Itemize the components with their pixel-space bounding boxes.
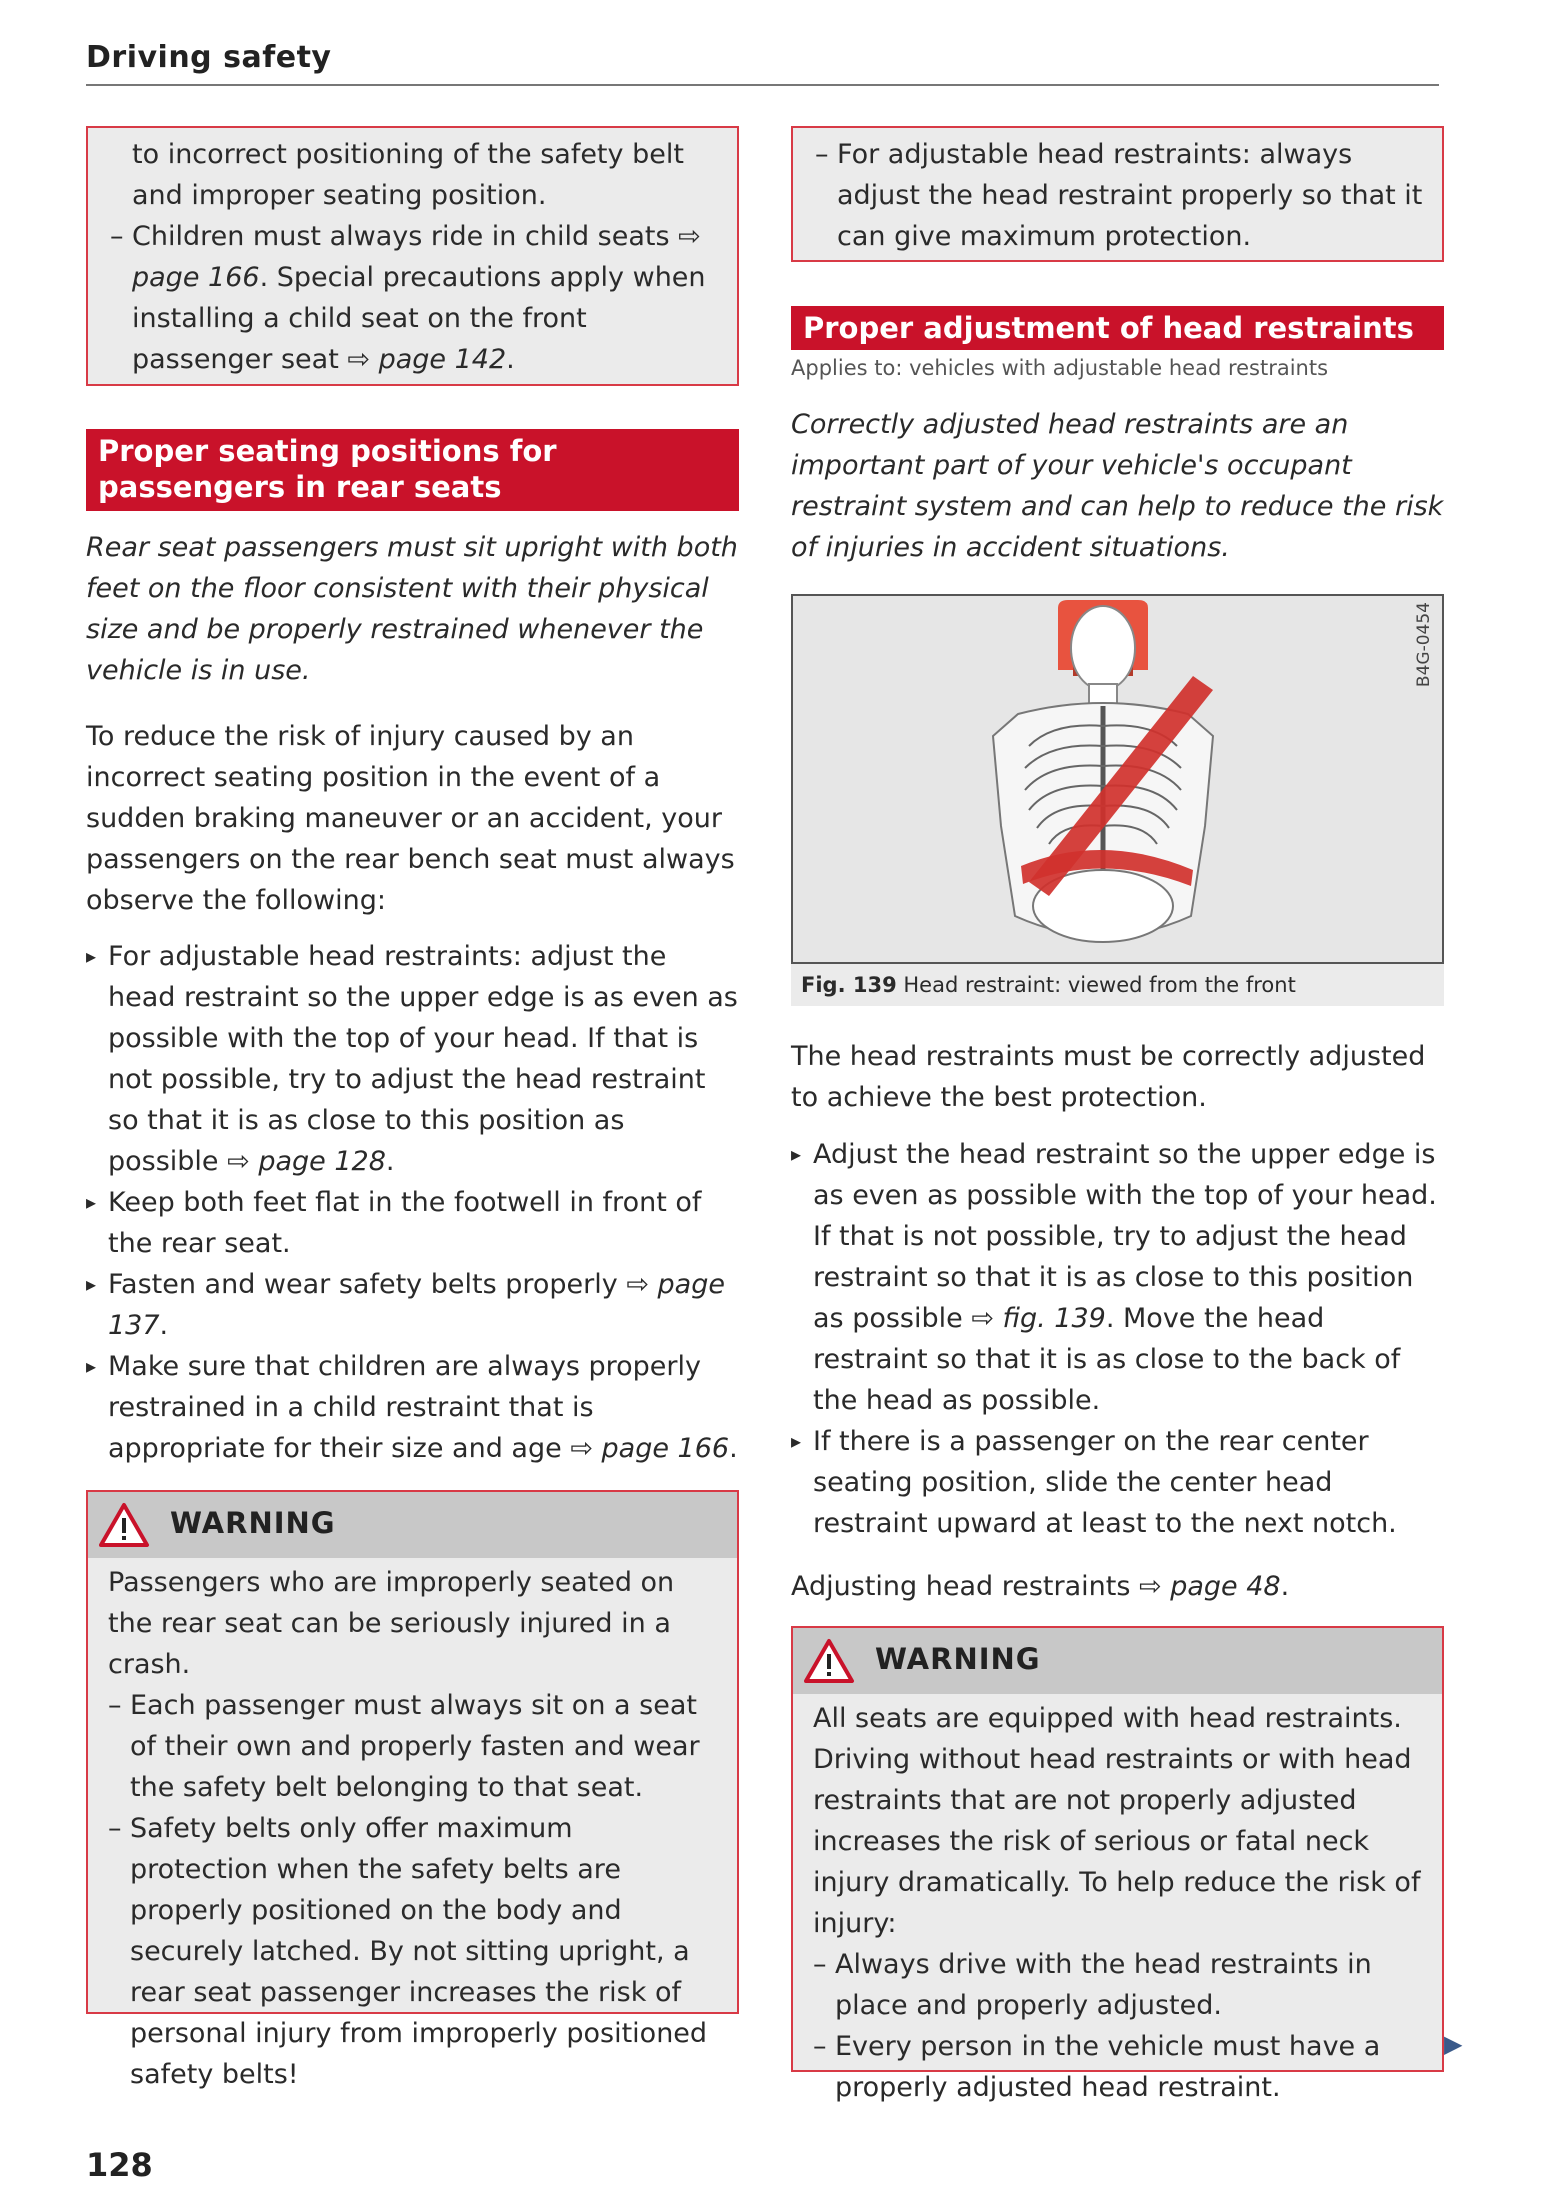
head-restraint-illustration — [793, 596, 1442, 962]
bullet-item — [86, 1182, 739, 1264]
warning-header — [793, 1628, 1442, 1694]
adjusting-text: Adjusting head restraints — [791, 1571, 1131, 1602]
figure-caption-text: Head restraint: viewed from the front — [903, 973, 1296, 997]
bullet-text: Make sure that children are always properly restrained in a child restraint that is appropriate for their size and age — [108, 1351, 701, 1464]
warning-item: – Always drive with the head restraints in place and properly adjusted. — [813, 1944, 1424, 2026]
figure-code: B4G-0454 — [1414, 602, 1434, 688]
warning-body — [793, 1694, 1442, 2118]
item-text: . Special precautions apply when installing a child seat on the front passenger seat — [132, 262, 706, 375]
bullet-text: For adjustable head restraints: adjust the head restraint so the upper edge is as even as possible with the top of your head. If that is not possible, try to adjust the head restraint so that it is as close to this position as possible — [108, 941, 738, 1177]
warning-box-rear-seats — [86, 1490, 739, 2090]
adjusting-reference-line — [791, 1566, 1444, 1607]
section-heading-rear-seats: Proper seating positions for passengers in rear seats — [86, 429, 739, 511]
item-text: . — [506, 344, 515, 375]
bullet-item — [86, 1264, 739, 1346]
page-reference-link[interactable]: ⇨ page 166 — [570, 1433, 730, 1464]
figure-caption — [791, 964, 1444, 1006]
warning-item: – Every person in the vehicle must have a properly adjusted head restraint. — [813, 2026, 1424, 2108]
warning-intro: All seats are equipped with head restraints. Driving without head restraints or with head restraints that are not properly adjusted increases the risk of serious or fatal neck injury dramatically. To help reduce the risk of injury: — [813, 1703, 1421, 1939]
warning-triangle-icon — [98, 1502, 150, 1548]
warning-title: WARNING — [170, 1506, 336, 1540]
warning-body — [88, 1558, 737, 2105]
continued-warning-box — [86, 126, 739, 386]
adjusting-text: . — [1280, 1571, 1290, 1602]
page-reference-link[interactable]: ⇨ page 137 — [108, 1269, 725, 1341]
bullet-item — [791, 1134, 1444, 1421]
bullet-item — [791, 1421, 1444, 1544]
figure-head-restraint — [791, 594, 1444, 964]
section-header-title: Driving safety — [86, 40, 332, 75]
bullet-item — [86, 1346, 739, 1469]
header-divider — [86, 84, 1439, 86]
continue-next-page-icon: ▶ — [1444, 2030, 1463, 2058]
page-reference-link[interactable]: ⇨ page 142 — [347, 344, 507, 375]
warning-header — [88, 1492, 737, 1558]
warning-box-head-restraints — [791, 1626, 1444, 2103]
item-text: Children must always ride in child seats — [132, 221, 670, 252]
page-reference-link[interactable]: ⇨ page 166 — [132, 221, 701, 293]
bullet-text: Adjust the head restraint so the upper edge is as even as possible with the top of your head. If that is not possible, try to adjust the head restraint so that it is as close to this position as possible — [813, 1139, 1437, 1334]
dash-item-head-restraints: – For adjustable head restraints: always adjust the head restraint properly so that it can give maximum protection. — [815, 134, 1428, 257]
applies-to-note: Applies to: vehicles with adjustable head restraints — [791, 356, 1329, 380]
body-paragraph: The head restraints must be correctly adjusted to achieve the best protection. — [791, 1041, 1426, 1113]
bullet-item — [86, 936, 739, 1182]
warning-intro: Passengers who are improperly seated on the rear seat can be seriously injured in a crash. — [108, 1567, 675, 1680]
page-reference-link[interactable]: ⇨ page 48 — [1139, 1571, 1281, 1602]
warning-triangle-icon — [803, 1638, 855, 1684]
continued-text-line: to incorrect positioning of the safety belt — [132, 139, 684, 170]
bullet-text: Keep both feet flat in the footwell in front of the rear seat. — [108, 1187, 702, 1259]
warning-title: WARNING — [875, 1642, 1041, 1676]
bullet-text: . Move the head restraint so that it is as close to the back of the head as possible. — [813, 1303, 1401, 1416]
bullet-text: . — [385, 1146, 395, 1177]
continued-warning-box — [791, 126, 1444, 262]
dash-item-children — [110, 216, 723, 380]
section-intro: Rear seat passengers must sit upright with both feet on the floor consistent with their physical size and be properly restrained whenever the vehicle is in use. — [86, 532, 738, 686]
bullet-text: . — [159, 1310, 169, 1341]
page-number: 128 — [86, 2146, 153, 2184]
section-intro: Correctly adjusted head restraints are an important part of your vehicle's occupant restraint system and can help to reduce the risk of injuries in accident situations. — [791, 409, 1444, 563]
warning-item: – Safety belts only offer maximum protection when the safety belts are properly positioned on the body and securely latched. By not sitting upright, a rear seat passenger increases the risk of personal injury from improperly positioned safety belts! — [108, 1808, 719, 2095]
page-reference-link[interactable]: ⇨ page 128 — [227, 1146, 386, 1177]
bullet-text: Fasten and wear safety belts properly — [108, 1269, 618, 1300]
bullet-text: If there is a passenger on the rear center seating position, slide the center head restraint upward at least to the next notch. — [813, 1426, 1397, 1539]
bullet-list — [86, 936, 739, 1469]
figure-reference-link[interactable]: ⇨ fig. 139 — [971, 1303, 1106, 1334]
bullet-text: . — [729, 1433, 738, 1464]
body-paragraph: To reduce the risk of injury caused by an incorrect seating position in the event of a sudden braking maneuver or an accident, your passengers on the rear bench seat must always observe the following: — [86, 721, 735, 916]
figure-label: Fig. 139 — [801, 973, 897, 997]
warning-item: – Each passenger must always sit on a seat of their own and properly fasten and wear the safety belt belonging to that seat. — [108, 1685, 719, 1808]
continued-text-line: and improper seating position. — [132, 180, 547, 211]
section-heading-head-restraints: Proper adjustment of head restraints — [791, 306, 1444, 350]
bullet-list — [791, 1134, 1444, 1544]
